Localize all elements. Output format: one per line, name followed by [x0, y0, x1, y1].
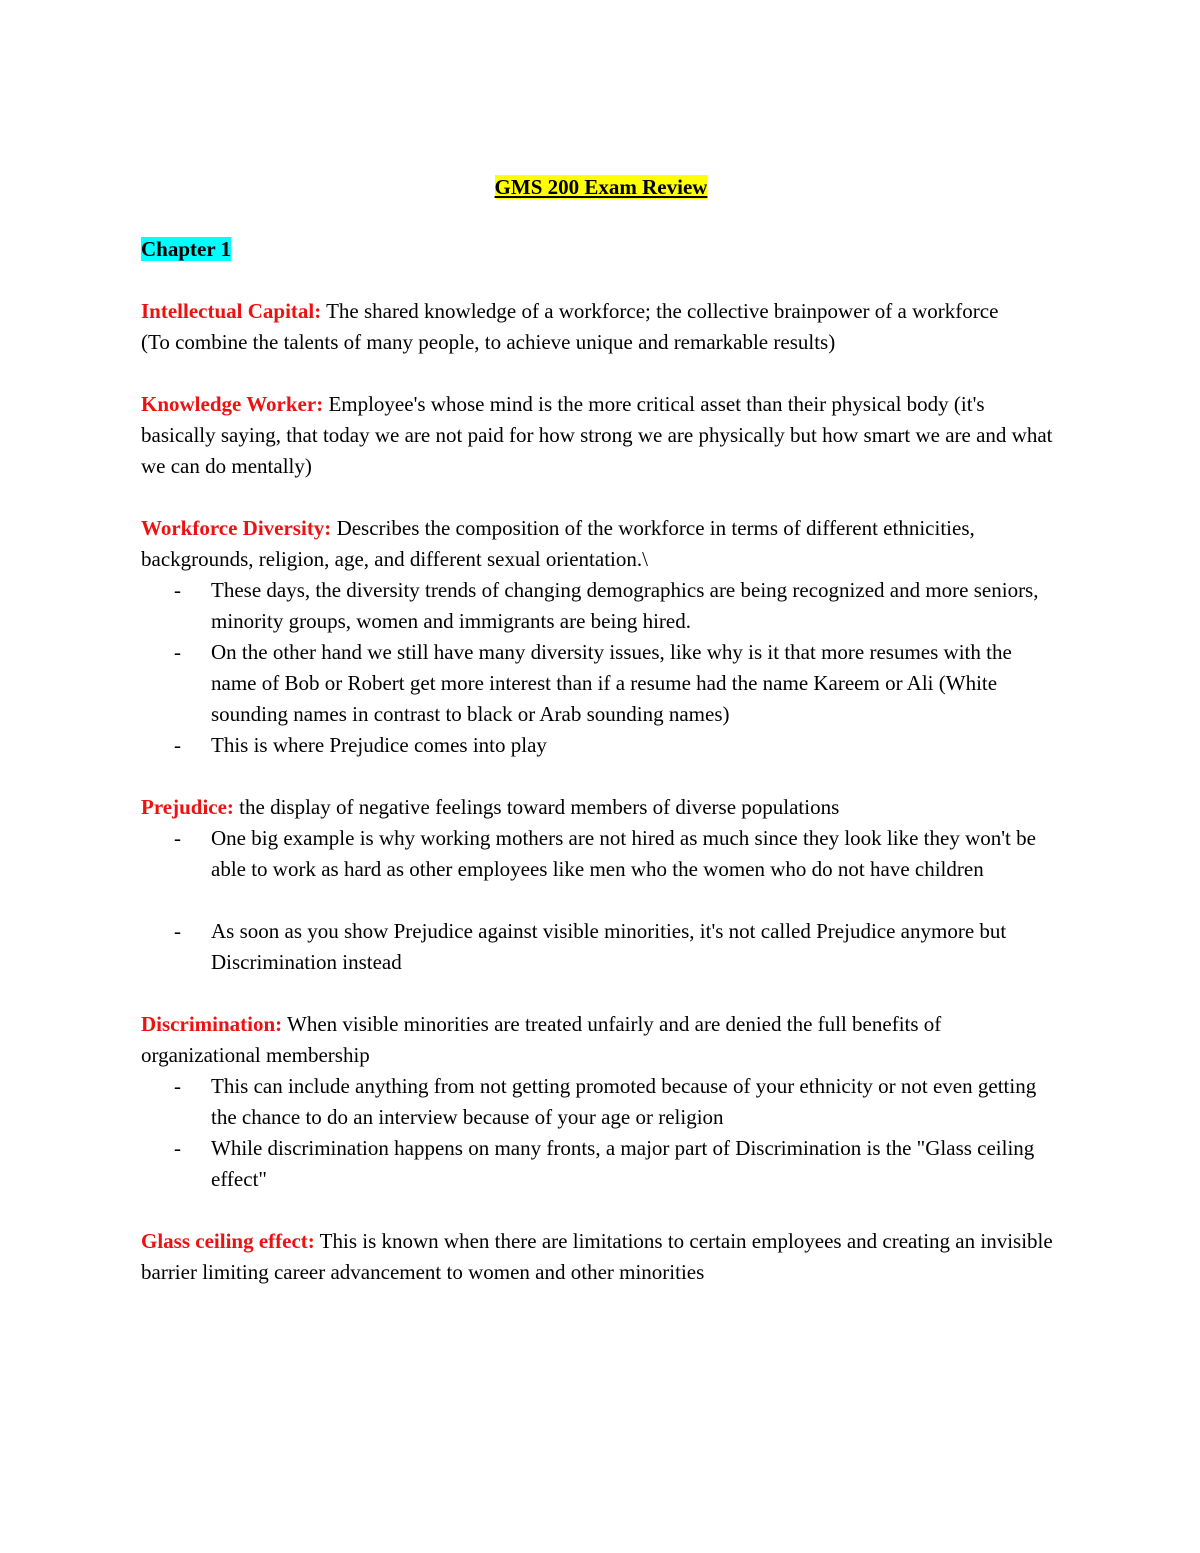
definition-intellectual-capital: The shared knowledge of a workforce; the collective brainpower of a workforce — [321, 299, 999, 323]
term-glass-ceiling-effect: Glass ceiling effect: — [141, 1229, 315, 1253]
entry-intellectual-capital — [141, 296, 1061, 327]
chapter-heading: Chapter 1 — [141, 237, 232, 261]
list-item: - As soon as you show Prejudice against visible minorities, it's not called Prejudice anymore but Discrimination instead — [211, 916, 1061, 978]
note-intellectual-capital: (To combine the talents of many people, to achieve unique and remarkable results) — [141, 330, 836, 354]
definition-glass-ceiling-effect: This is known when there are limitations to certain employees and creating an invisible barrier limiting career advancement to women and other minorities — [141, 1229, 1053, 1284]
term-knowledge-worker: Knowledge Worker: — [141, 392, 324, 416]
definition-discrimination: When visible minorities are treated unfairly and are denied the full benefits of organizational membership — [141, 1012, 942, 1067]
term-prejudice: Prejudice: — [141, 795, 234, 819]
entry-knowledge-worker — [141, 389, 1061, 482]
list-item: - While discrimination happens on many fronts, a major part of Discrimination is the "Glass ceiling effect" — [211, 1133, 1061, 1195]
entry-discrimination — [141, 1009, 1061, 1071]
list-item: - These days, the diversity trends of changing demographics are being recognized and more seniors, minority groups, women and immigrants are being hired. — [211, 575, 1061, 637]
entry-glass-ceiling-effect — [141, 1226, 1061, 1288]
definition-workforce-diversity: Describes the composition of the workforce in terms of different ethnicities, backgrounds, religion, age, and different sexual orientation.\ — [141, 516, 975, 571]
bullets-prejudice-1 — [141, 823, 1061, 885]
list-item: - This is where Prejudice comes into play — [211, 730, 1061, 761]
list-item: - On the other hand we still have many diversity issues, like why is it that more resumes with the name of Bob or Robert get more interest than if a resume had the name Kareem or Ali (White sounding names in contrast to black or Arab sounding names) — [211, 637, 1061, 730]
entry-prejudice — [141, 792, 1061, 823]
document-body — [141, 172, 1061, 1288]
document-title: GMS 200 Exam Review — [494, 175, 708, 199]
list-item: - This can include anything from not getting promoted because of your ethnicity or not even getting the chance to do an interview because of your age or religion — [211, 1071, 1061, 1133]
entry-workforce-diversity — [141, 513, 1061, 575]
term-discrimination: Discrimination: — [141, 1012, 283, 1036]
term-intellectual-capital: Intellectual Capital: — [141, 299, 322, 323]
bullets-prejudice-2 — [141, 916, 1061, 978]
definition-knowledge-worker: Employee's whose mind is the more critical asset than their physical body (it's basically saying, that today we are not paid for how strong we are physically but how smart we are and what we can do mentally) — [141, 392, 1053, 478]
definition-prejudice: the display of negative feelings toward members of diverse populations — [233, 795, 840, 819]
bullets-discrimination — [141, 1071, 1061, 1195]
bullets-workforce-diversity — [141, 575, 1061, 761]
term-workforce-diversity: Workforce Diversity: — [141, 516, 332, 540]
list-item: - One big example is why working mothers are not hired as much since they look like they won't be able to work as hard as other employees like men who the women who do not have children — [211, 823, 1061, 885]
